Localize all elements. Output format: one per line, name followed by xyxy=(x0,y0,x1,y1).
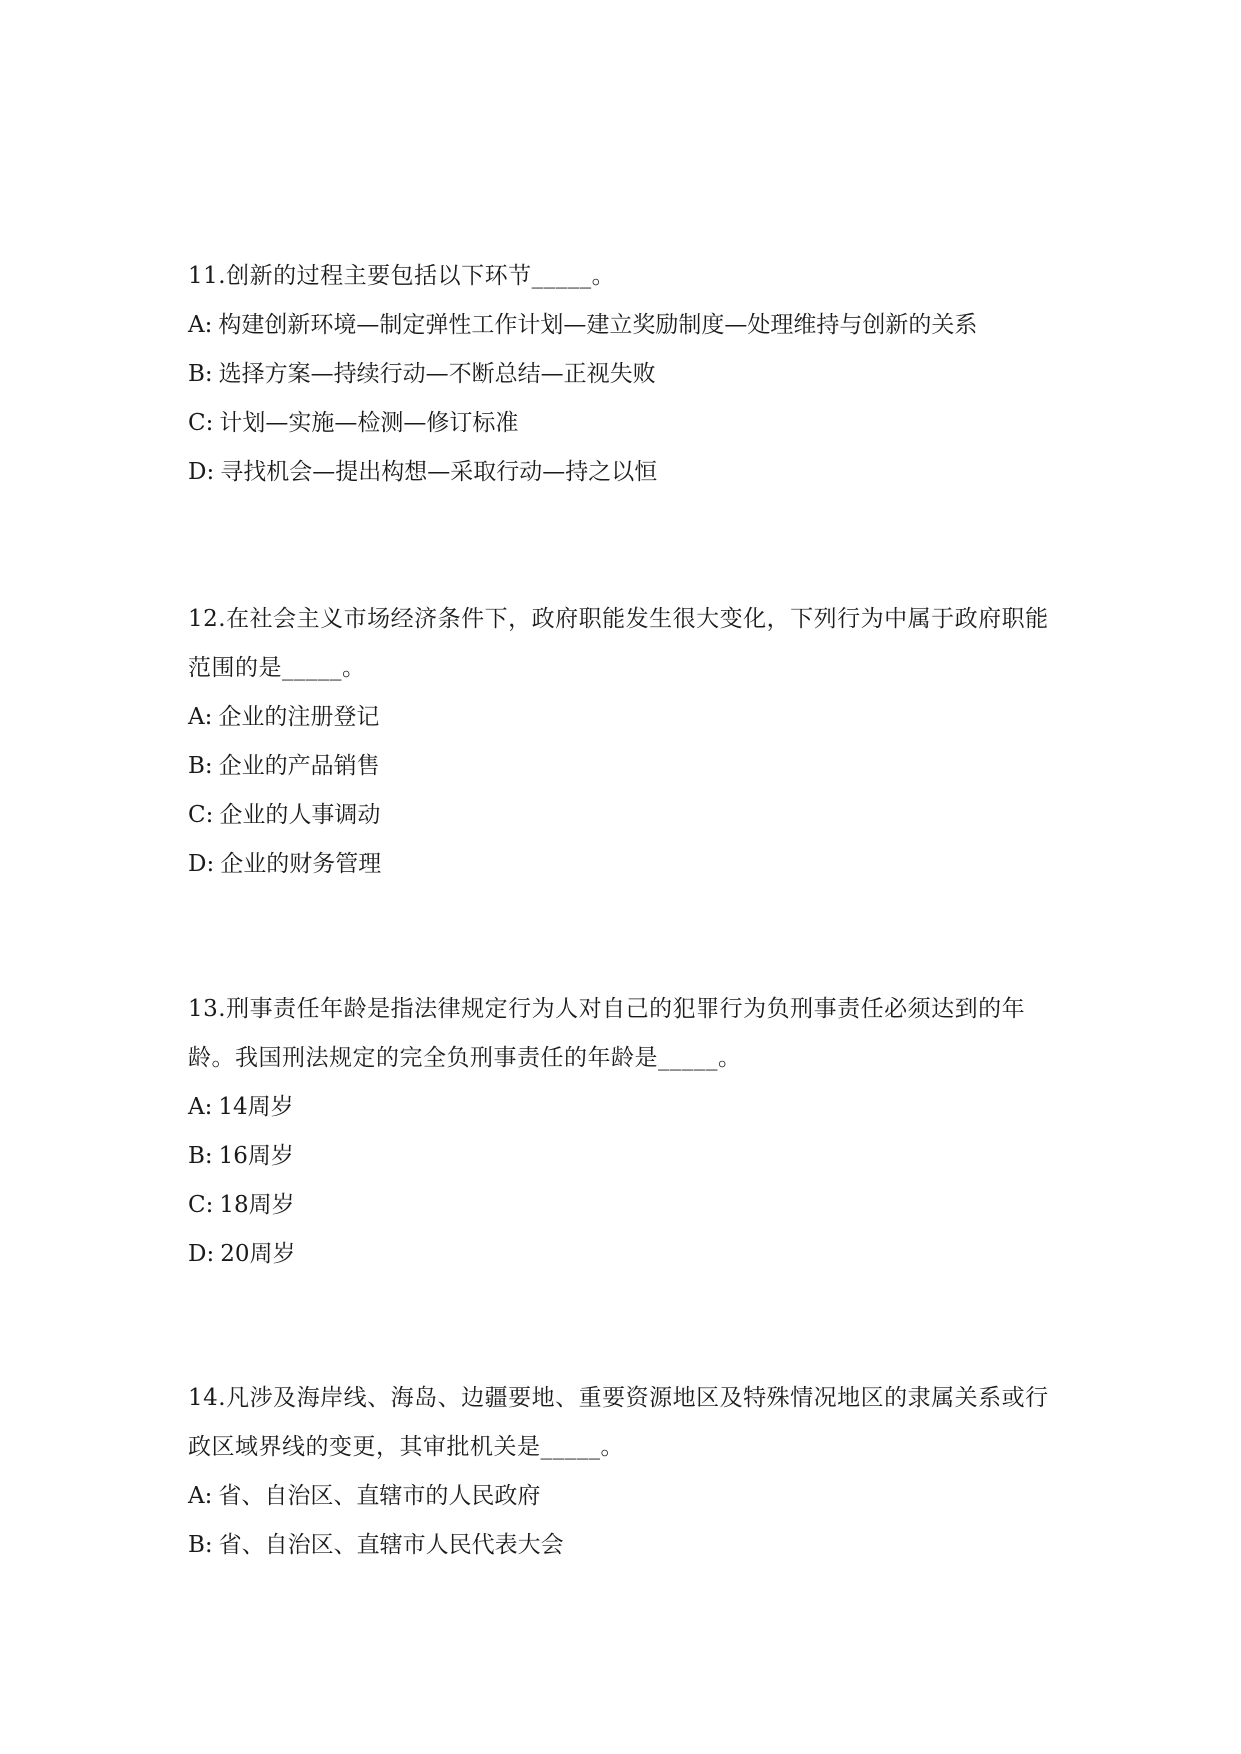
option-letter: B: xyxy=(188,753,213,779)
option-text: 寻找机会—提出构想—采取行动—持之以恒 xyxy=(220,459,658,485)
option-letter: A: xyxy=(188,1483,213,1509)
option-list xyxy=(188,693,1058,889)
question-stem: 11.创新的过程主要包括以下环节_____。 xyxy=(188,263,616,289)
option-text: 14周岁 xyxy=(218,1094,294,1120)
option-text: 企业的产品销售 xyxy=(218,753,380,779)
option-c xyxy=(188,791,1058,840)
question-12 xyxy=(188,595,1058,889)
option-letter: B: xyxy=(188,1532,213,1558)
option-b xyxy=(188,1132,1058,1181)
option-text: 企业的人事调动 xyxy=(219,802,381,828)
option-letter: D: xyxy=(188,851,215,877)
option-c xyxy=(188,1181,1058,1230)
option-letter: C: xyxy=(188,410,214,436)
option-d xyxy=(188,448,1058,497)
option-text: 企业的财务管理 xyxy=(220,851,382,877)
option-list xyxy=(188,1083,1058,1279)
option-letter: A: xyxy=(188,1094,213,1120)
option-a xyxy=(188,1472,1058,1521)
option-d xyxy=(188,1230,1058,1279)
option-text: 16周岁 xyxy=(218,1143,294,1169)
option-letter: A: xyxy=(188,312,213,338)
option-text: 计划—实施—检测—修订标准 xyxy=(219,410,519,436)
option-b xyxy=(188,1521,1058,1570)
option-c xyxy=(188,399,1058,448)
option-b xyxy=(188,350,1058,399)
option-text: 省、自治区、直辖市的人民政府 xyxy=(218,1483,541,1509)
option-letter: B: xyxy=(188,361,213,387)
question-11 xyxy=(188,252,1058,497)
option-text: 选择方案—持续行动—不断总结—正视失败 xyxy=(218,361,656,387)
option-letter: C: xyxy=(188,802,214,828)
option-d xyxy=(188,840,1058,889)
option-a xyxy=(188,1083,1058,1132)
option-text: 省、自治区、直辖市人民代表大会 xyxy=(218,1532,564,1558)
option-letter: D: xyxy=(188,459,215,485)
question-stem: 12.在社会主义市场经济条件下，政府职能发生很大变化，下列行为中属于政府职能范围的是_____。 xyxy=(188,606,1049,681)
question-14 xyxy=(188,1374,1058,1570)
option-letter: C: xyxy=(188,1192,214,1218)
option-letter: A: xyxy=(188,704,213,730)
question-stem: 14.凡涉及海岸线、海岛、边疆要地、重要资源地区及特殊情况地区的隶属关系或行政区域界线的变更，其审批机关是_____。 xyxy=(188,1385,1049,1460)
option-list xyxy=(188,301,1058,497)
option-letter: B: xyxy=(188,1143,213,1169)
option-list xyxy=(188,1472,1058,1570)
option-text: 18周岁 xyxy=(219,1192,295,1218)
option-b xyxy=(188,742,1058,791)
option-a xyxy=(188,301,1058,350)
question-stem: 13.刑事责任年龄是指法律规定行为人对自己的犯罪行为负刑事责任必须达到的年龄。我国刑法规定的完全负刑事责任的年龄是_____。 xyxy=(188,996,1026,1071)
question-13 xyxy=(188,985,1058,1279)
option-text: 20周岁 xyxy=(220,1241,296,1267)
option-text: 企业的注册登记 xyxy=(218,704,380,730)
option-letter: D: xyxy=(188,1241,215,1267)
option-a xyxy=(188,693,1058,742)
option-text: 构建创新环境—制定弹性工作计划—建立奖励制度—处理维持与创新的关系 xyxy=(218,312,978,338)
